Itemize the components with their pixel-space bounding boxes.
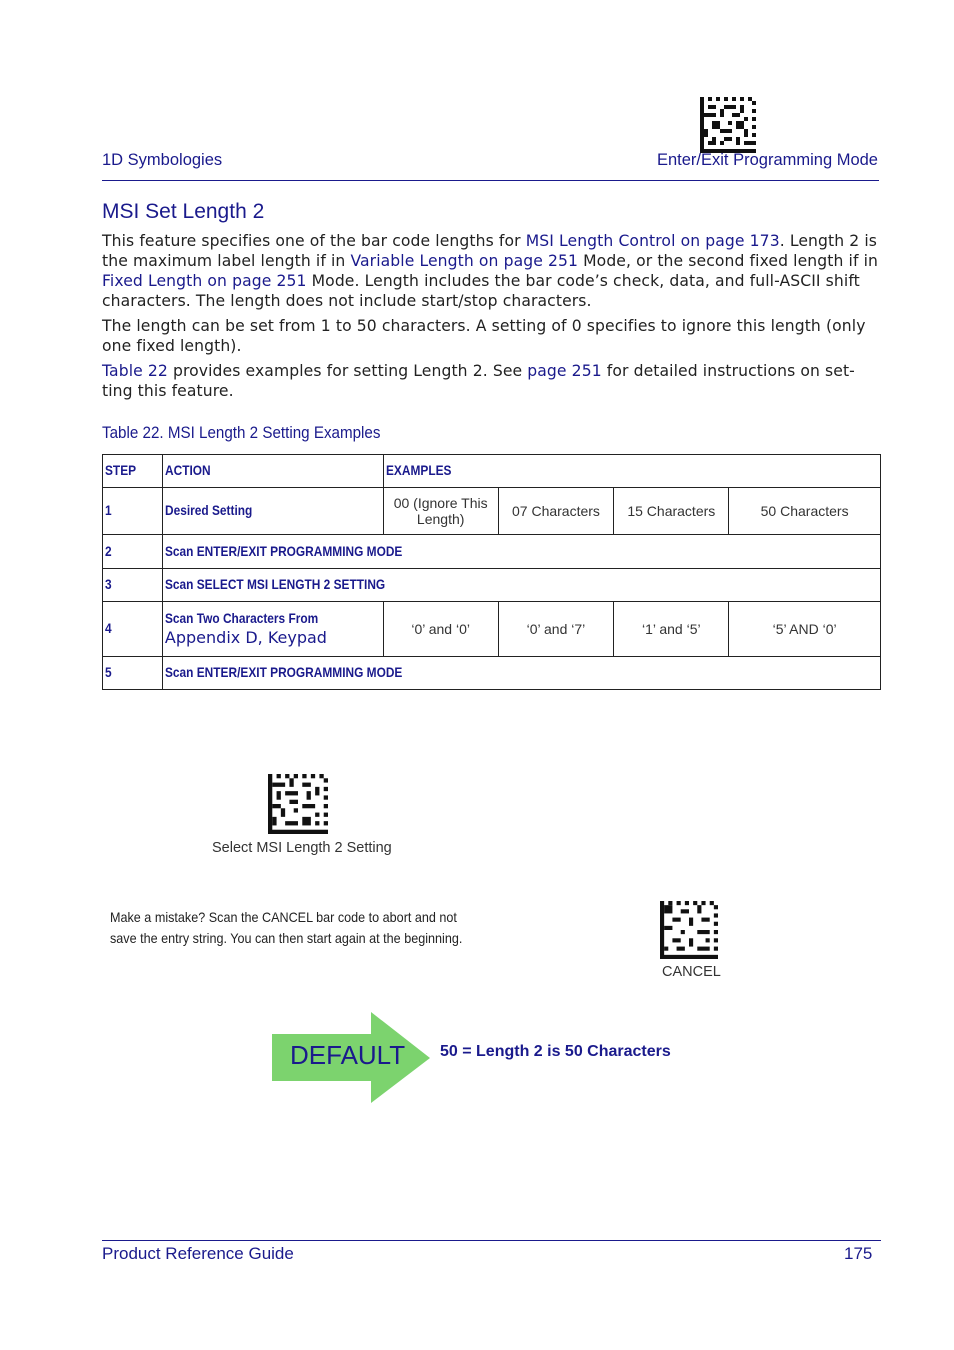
link-variable-length[interactable]: Variable Length on page 251 [350, 252, 579, 270]
step-cell [103, 602, 163, 657]
example-value: ‘5’ AND ‘0’ [729, 602, 881, 657]
paragraph-table-ref [102, 361, 882, 401]
example-value: ‘0’ and ‘7’ [498, 602, 614, 657]
table-row [103, 535, 881, 569]
step-number: 3 [105, 576, 112, 592]
default-description: 50 = Length 2 is 50 Characters [440, 1043, 671, 1060]
cancel-label: CANCEL [662, 964, 721, 980]
table-header-row [103, 455, 881, 488]
paragraph-range: The length can be set from 1 to 50 characters. A setting of 0 specifies to ignore this length (only one fixed length). [102, 317, 866, 355]
example-value: ‘1’ and ‘5’ [614, 602, 729, 657]
paragraph-text: This feature specifies one of the bar code lengths for [102, 232, 526, 250]
step-cell [103, 569, 163, 602]
action-cell [162, 488, 383, 535]
link-msi-length-control[interactable]: MSI Length Control on page 173 [525, 232, 780, 250]
default-label: DEFAULT [290, 1040, 406, 1070]
mistake-note: Make a mistake? Scan the CANCEL bar code to abort and not save the entry string. You can then start again at the beginning. [110, 909, 463, 946]
action-text: Scan SELECT MSI LENGTH 2 SETTING [164, 576, 386, 592]
step-number: 2 [105, 542, 112, 559]
action-text: Desired Setting [164, 502, 253, 518]
step-cell [103, 535, 163, 569]
header-step-cell [103, 455, 163, 488]
page-title: MSI Set Length 2 [102, 200, 265, 223]
header-section: 1D Symbologies [102, 151, 223, 169]
cancel-barcode[interactable] [660, 901, 718, 959]
action-cell [162, 602, 383, 657]
action-cell [162, 535, 880, 569]
action-text: Scan Two Characters From [164, 610, 319, 626]
link-table-22[interactable]: Table 22 [102, 362, 168, 380]
header-action: ACTION [164, 462, 211, 478]
step-cell [103, 488, 163, 535]
paragraph-text: Mode. Length includes the bar code’s check, data, and full-ASCII shift characters. The length does not include start/stop characters. [102, 272, 860, 310]
select-msi-length2-label: Select MSI Length 2 Setting [212, 840, 392, 856]
examples-table [102, 454, 881, 690]
action-text: Scan ENTER/EXIT PROGRAMMING MODE [164, 542, 403, 559]
footer-divider [102, 1240, 881, 1241]
example-value: 50 Characters [729, 488, 881, 535]
example-value: 00 (Ignore This Length) [383, 488, 498, 535]
enter-exit-barcode [700, 97, 756, 153]
paragraph-intro [102, 231, 882, 311]
action-cell [162, 569, 880, 602]
paragraph-text: provides examples for setting Length 2. See [167, 362, 528, 380]
header-divider [102, 180, 879, 181]
table-row [103, 569, 881, 602]
header-examples-cell [383, 455, 880, 488]
table-row [103, 602, 881, 657]
header-examples: EXAMPLES [385, 462, 452, 478]
header-step: STEP [105, 462, 137, 478]
step-number: 5 [105, 664, 112, 680]
table-caption: Table 22. MSI Length 2 Setting Examples [102, 424, 381, 442]
link-page-251[interactable]: page 251 [527, 362, 602, 380]
step-cell [103, 657, 163, 690]
header-action-cell [162, 455, 383, 488]
link-fixed-length[interactable]: Fixed Length on page 251 [102, 272, 307, 290]
paragraph-text: . Length 2 is the maximum label length if in [102, 232, 878, 270]
footer-title: Product Reference Guide [102, 1244, 294, 1263]
table-row [103, 488, 881, 535]
step-number: 4 [105, 620, 112, 636]
step-number: 1 [105, 502, 112, 518]
header-mode: Enter/Exit Programming Mode [656, 151, 878, 169]
example-value: ‘0’ and ‘0’ [383, 602, 498, 657]
example-value: 15 Characters [614, 488, 729, 535]
action-cell [162, 657, 880, 690]
action-text: Scan ENTER/EXIT PROGRAMMING MODE [164, 664, 403, 680]
paragraph-text: for detailed instructions on set-ting this feature. [102, 362, 855, 400]
page-number: 175 [844, 1244, 873, 1263]
example-value: 07 Characters [498, 488, 614, 535]
table-row [103, 657, 881, 690]
link-appendix-keypad[interactable]: Appendix D, Keypad [164, 628, 327, 647]
select-msi-length2-barcode[interactable] [268, 774, 328, 834]
paragraph-text: Mode, or the second fixed length if in [578, 252, 879, 270]
